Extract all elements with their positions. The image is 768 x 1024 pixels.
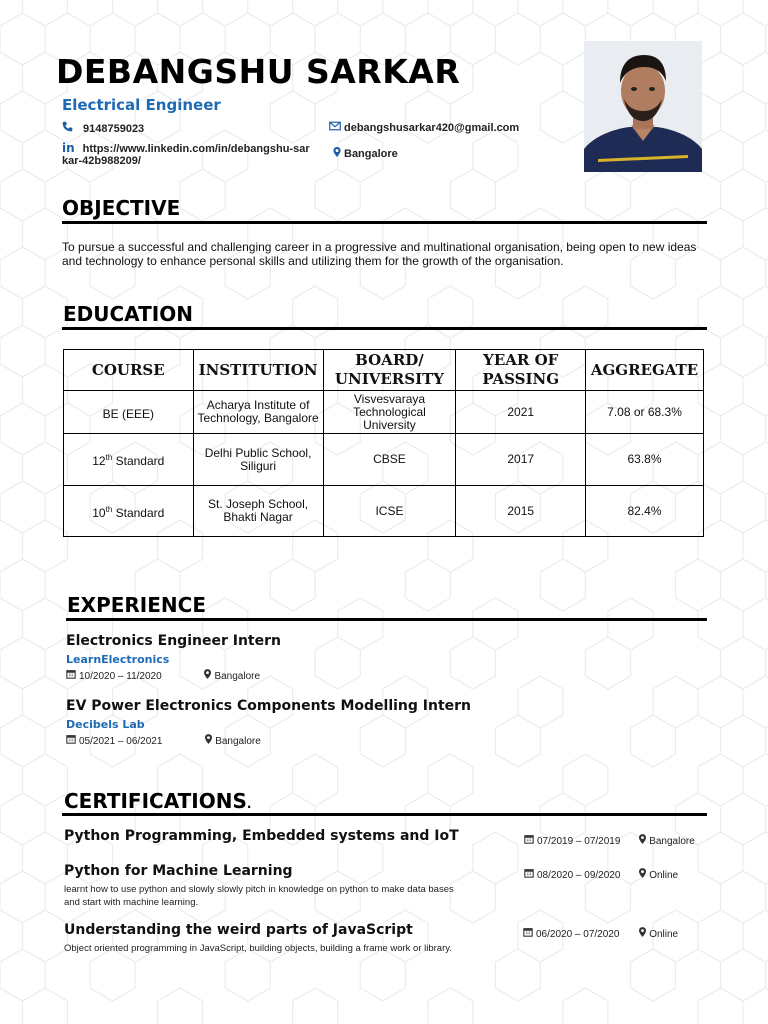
linkedin-icon: in bbox=[62, 141, 75, 155]
certifications-divider bbox=[62, 813, 707, 816]
table-header-row bbox=[64, 350, 704, 391]
year-cell: 2017 bbox=[456, 434, 586, 486]
objective-divider bbox=[62, 221, 707, 224]
aggregate-cell: 7.08 or 68.3% bbox=[586, 391, 704, 434]
course-name: 10 bbox=[92, 505, 106, 520]
certification-location: Online bbox=[649, 870, 679, 881]
table-header-cell: BOARD/ UNIVERSITY bbox=[323, 350, 456, 391]
experience-meta bbox=[66, 734, 471, 747]
certification-description: learnt how to use python and slowly slowly pitch in knowledge on python to make data bases and start with machine learning. bbox=[64, 884, 454, 908]
table-row bbox=[64, 391, 704, 434]
location-text: Bangalore bbox=[344, 148, 398, 160]
board-cell: ICSE bbox=[323, 486, 456, 537]
course-name: 12 bbox=[92, 454, 106, 468]
course-cell bbox=[64, 434, 194, 486]
linkedin-url[interactable]: https://www.linkedin.com/in/debangshu-sarkar-42b988209/ bbox=[62, 143, 310, 167]
calendar-icon bbox=[66, 734, 76, 747]
certifications-title: CERTIFICATIONS bbox=[64, 789, 247, 813]
institution-cell: St. Joseph School, Bhakti Nagar bbox=[193, 486, 323, 537]
profile-photo bbox=[584, 41, 702, 172]
table-header-cell: COURSE bbox=[64, 350, 194, 391]
phone-number: 9148759023 bbox=[83, 123, 145, 135]
certification-dates: 06/2020 – 07/2020 bbox=[536, 929, 620, 940]
course-name: BE (EEE) bbox=[102, 406, 154, 421]
calendar-icon bbox=[66, 669, 76, 682]
board-cell: CBSE bbox=[323, 434, 456, 486]
year-cell: 2015 bbox=[456, 486, 586, 537]
year-cell: 2021 bbox=[456, 391, 586, 434]
board-cell: Visvesvaraya Technological University bbox=[323, 391, 456, 434]
course-cell bbox=[64, 486, 194, 537]
map-pin-icon bbox=[204, 669, 211, 682]
table-row bbox=[64, 434, 704, 486]
course-suffix: Standard bbox=[112, 454, 165, 468]
table-header-cell: YEAR OF PASSING bbox=[456, 350, 586, 391]
certifications-title-suffix: . bbox=[246, 797, 252, 811]
certification-location: Bangalore bbox=[649, 836, 695, 847]
course-superscript: th bbox=[105, 453, 113, 462]
institution-cell: Delhi Public School, Siliguri bbox=[193, 434, 323, 486]
map-pin-icon bbox=[639, 834, 646, 847]
objective-text: To pursue a successful and challenging career in a progressive and multinational organisation, being open to new ideas and technology to enhance personal skills and utilizing them for the growth of the organisation. bbox=[62, 240, 697, 268]
course-superscript: th bbox=[105, 504, 113, 514]
map-pin-icon bbox=[639, 868, 646, 881]
calendar-icon bbox=[524, 868, 534, 881]
certification-location: Online bbox=[649, 929, 679, 940]
education-divider bbox=[62, 327, 707, 330]
experience-role: Electronics Engineer Intern bbox=[66, 633, 281, 649]
institution-cell: Acharya Institute of Technology, Bangalore bbox=[193, 391, 323, 434]
objective-heading: OBJECTIVE bbox=[62, 196, 181, 220]
aggregate-cell: 63.8% bbox=[586, 434, 704, 486]
experience-divider bbox=[66, 618, 707, 621]
map-pin-icon bbox=[333, 147, 341, 160]
certification-meta bbox=[524, 868, 678, 881]
certifications-heading bbox=[64, 789, 251, 813]
experience-company: Decibels Lab bbox=[66, 718, 145, 731]
map-pin-icon bbox=[639, 927, 646, 940]
experience-dates: 05/2021 – 06/2021 bbox=[79, 736, 163, 747]
experience-role: EV Power Electronics Components Modelling Intern bbox=[66, 698, 472, 714]
envelope-icon bbox=[329, 121, 341, 134]
certification-meta bbox=[524, 834, 695, 847]
table-header-cell: INSTITUTION bbox=[193, 350, 323, 391]
certification-dates: 07/2019 – 07/2019 bbox=[537, 836, 621, 847]
education-table bbox=[63, 349, 704, 537]
course-suffix: Standard bbox=[112, 505, 165, 520]
certification-meta bbox=[523, 927, 678, 940]
certification-description: Object oriented programming in JavaScript, building objects, building a frame work or library. bbox=[64, 943, 452, 954]
experience-item bbox=[66, 698, 471, 747]
email-address[interactable]: debangshusarkar420@gmail.com bbox=[344, 122, 520, 134]
table-header-cell: AGGREGATE bbox=[586, 350, 704, 391]
certification-dates: 08/2020 – 09/2020 bbox=[537, 870, 621, 881]
linkedin-contact[interactable] bbox=[62, 142, 312, 167]
experience-location: Bangalore bbox=[215, 736, 261, 747]
job-title: Electrical Engineer bbox=[62, 96, 221, 114]
education-heading: EDUCATION bbox=[63, 302, 193, 326]
certification-title: Python for Machine Learning bbox=[64, 863, 293, 879]
experience-company: LearnElectronics bbox=[66, 653, 170, 666]
experience-meta bbox=[66, 669, 281, 682]
experience-heading: EXPERIENCE bbox=[67, 593, 206, 617]
phone-contact bbox=[62, 121, 144, 135]
experience-dates: 10/2020 – 11/2020 bbox=[79, 671, 162, 682]
aggregate-cell: 82.4% bbox=[586, 486, 704, 537]
email-contact[interactable] bbox=[329, 121, 519, 134]
experience-location: Bangalore bbox=[214, 671, 261, 682]
location-contact bbox=[333, 147, 398, 160]
map-pin-icon bbox=[205, 734, 212, 747]
certification-title: Understanding the weird parts of JavaScript bbox=[64, 922, 413, 938]
table-row bbox=[64, 486, 704, 537]
candidate-name: DEBANGSHU SARKAR bbox=[56, 52, 461, 91]
experience-item bbox=[66, 633, 281, 682]
certification-title: Python Programming, Embedded systems and IoT bbox=[64, 828, 459, 844]
phone-icon bbox=[62, 121, 73, 135]
calendar-icon bbox=[524, 834, 534, 847]
calendar-icon bbox=[523, 927, 533, 940]
course-cell bbox=[64, 391, 194, 434]
